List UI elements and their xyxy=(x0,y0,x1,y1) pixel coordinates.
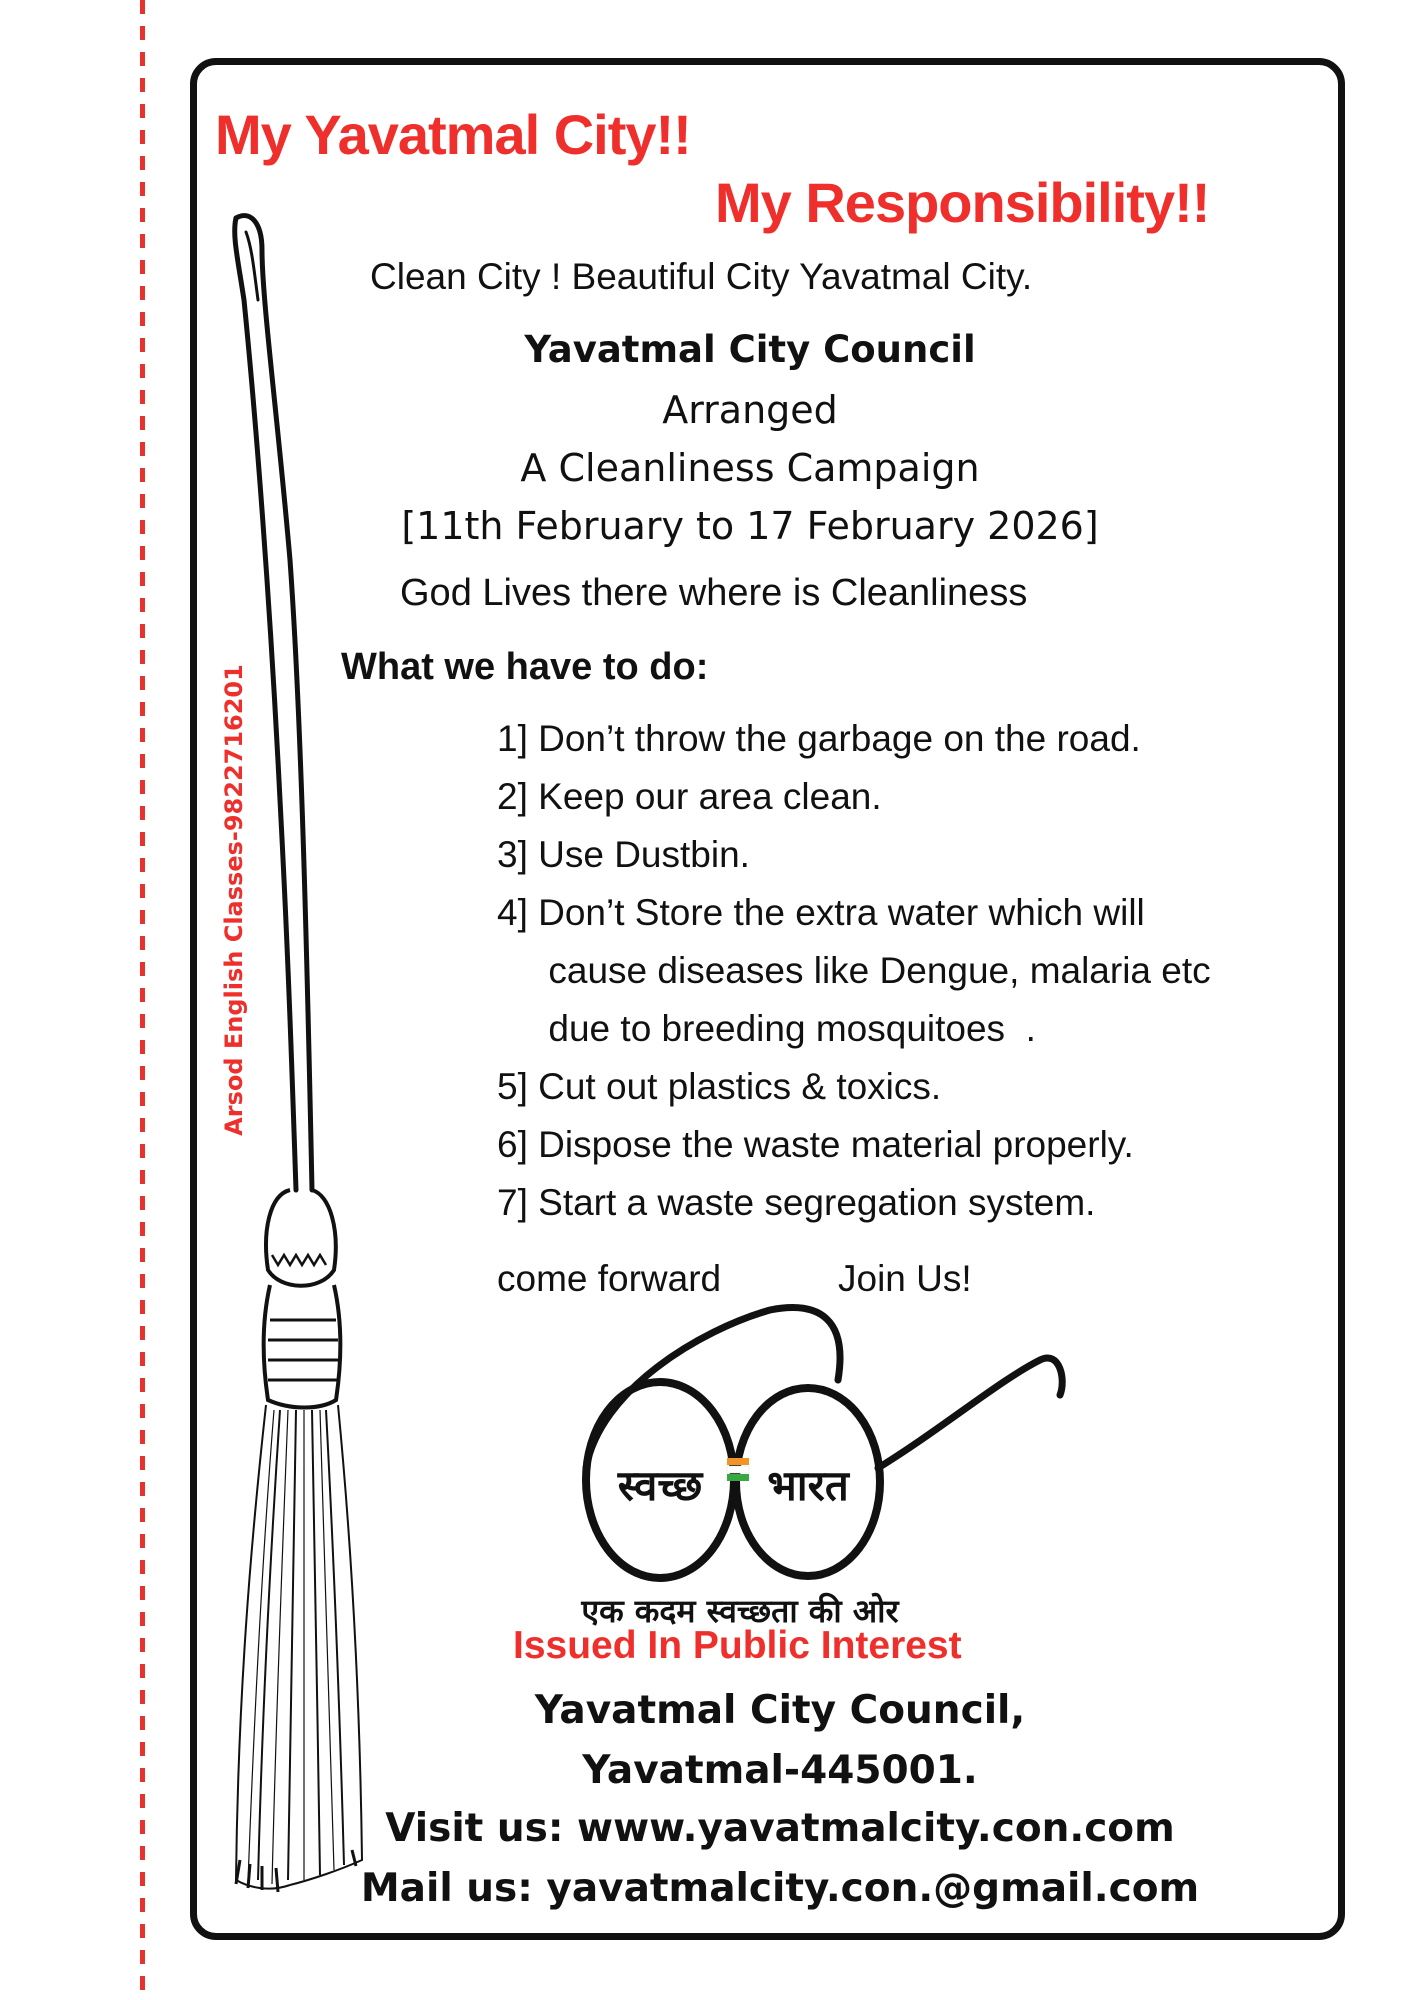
task-item-continuation: cause diseases like Dengue, malaria etc xyxy=(497,950,1211,991)
flag-stripe-green xyxy=(727,1474,749,1481)
footer-email[interactable]: Mail us: yavatmalcity.con.@gmail.com xyxy=(360,1866,1200,1911)
campaign-dates: [11th February to 17 February 2026] xyxy=(401,504,1099,548)
footer-website[interactable]: Visit us: www.yavatmalcity.con.com xyxy=(385,1806,1175,1851)
title-line-1: My Yavatmal City!! xyxy=(215,103,691,166)
footer-address: Yavatmal-445001. xyxy=(582,1748,978,1793)
logo-left-lens-text: स्वच्छ xyxy=(617,1461,703,1510)
side-credit: Arsod English Classes-9822716201 xyxy=(220,664,248,1136)
task-item: 7] Start a waste segregation system. xyxy=(497,1182,1096,1223)
task-item: 3] Use Dustbin. xyxy=(497,834,750,875)
arranged-text: Arranged xyxy=(662,388,838,432)
task-item: 6] Dispose the waste material properly. xyxy=(497,1124,1134,1165)
title-line-2: My Responsibility!! xyxy=(715,171,1210,234)
campaign-name: A Cleanliness Campaign xyxy=(520,446,980,490)
glasses-temple-right xyxy=(878,1358,1062,1468)
flag-stripe-saffron xyxy=(727,1458,749,1465)
tagline: Clean City ! Beautiful City Yavatmal City. xyxy=(370,256,1033,297)
task-item-continuation: due to breeding mosquitoes . xyxy=(497,1008,1036,1049)
motto: God Lives there where is Cleanliness xyxy=(400,572,1028,614)
logo-right-lens-text: भारत xyxy=(767,1461,849,1510)
task-item: 2] Keep our area clean. xyxy=(497,776,882,817)
join-us-text: Join Us! xyxy=(838,1258,972,1299)
come-forward-text: come forward xyxy=(497,1258,722,1299)
organizer-name: Yavatmal City Council xyxy=(524,328,976,371)
task-item: 5] Cut out plastics & toxics. xyxy=(497,1066,942,1107)
task-item: 4] Don’t Store the extra water which will xyxy=(497,892,1145,933)
footer-council: Yavatmal City Council, xyxy=(534,1688,1026,1733)
tasks-heading: What we have to do: xyxy=(341,646,709,688)
task-item: 1] Don’t throw the garbage on the road. xyxy=(497,718,1141,759)
issued-note: Issued In Public Interest xyxy=(513,1624,962,1667)
logo-slogan: एक कदम स्वच्छता की ओर xyxy=(581,1592,899,1630)
flag-stripe-white xyxy=(727,1466,749,1473)
